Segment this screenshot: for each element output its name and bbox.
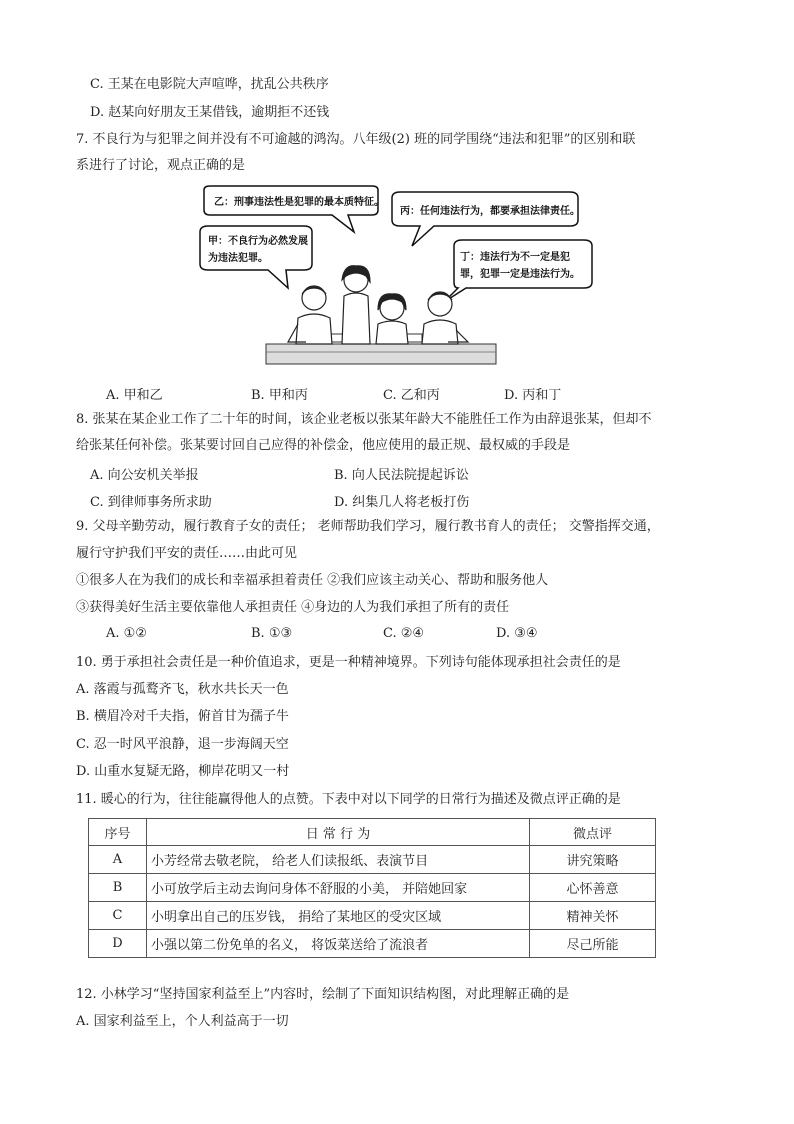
- table-row: [89, 874, 656, 902]
- q7-stem-line1: 7. 不良行为与犯罪之间并没有不可逾越的鸿沟。八年级(2) 班的同学围绕“违法和犯罪”的区别和联: [76, 132, 636, 147]
- row-c-index: C: [89, 902, 147, 930]
- q8-option-d[interactable]: D. 纠集几人将老板打伤: [334, 495, 470, 510]
- q8-stem-line2: 给张某任何补偿。张某要讨回自己应得的补偿金，他应使用的最正规、最权威的手段是: [76, 438, 571, 453]
- row-d-comment: 尽己所能: [530, 930, 656, 958]
- q8-option-b[interactable]: B. 向人民法院提起诉讼: [334, 468, 469, 483]
- row-d-behavior: 小强以第二份免单的名义， 将饭菜送给了流浪者: [147, 930, 530, 958]
- bubble-bing-text: 丙：任何违法行为，都要承担法律责任。: [400, 206, 580, 217]
- header-behavior: 日 常 行 为: [147, 819, 530, 846]
- header-comment: 微点评: [530, 819, 656, 846]
- row-b-behavior: 小可放学后主动去询问身体不舒服的小美， 并陪她回家: [147, 874, 530, 902]
- row-d-index: D: [89, 930, 147, 958]
- q10-option-a[interactable]: A. 落霞与孤鹜齐飞，秋水共长天一色: [76, 682, 289, 697]
- q7-option-a[interactable]: A. 甲和乙: [106, 388, 163, 403]
- bubble-yi-text: 乙：刑事违法性是犯罪的最本质特征。: [214, 197, 384, 208]
- bubble-jia-text-1: 甲：不良行为必然发展: [208, 236, 308, 247]
- table-row: [89, 846, 656, 874]
- table-row: [89, 902, 656, 930]
- q8-stem-line1: 8. 张某在某企业工作了二十年的时间，该企业老板以张某年龄大不能胜任工作为由辞退张某，但却不: [76, 412, 652, 427]
- student-yi: [342, 266, 370, 344]
- q12-option-a[interactable]: A. 国家利益至上，个人利益高于一切: [76, 1014, 289, 1029]
- q7-option-d[interactable]: D. 丙和丁: [504, 388, 562, 403]
- q10-option-b[interactable]: B. 横眉冷对千夫指，俯首甘为孺子牛: [76, 709, 289, 724]
- bubble-yi: [204, 186, 378, 232]
- row-a-index: A: [89, 846, 147, 874]
- student-ding: [422, 292, 468, 344]
- q8-option-c[interactable]: C. 到律师事务所求助: [90, 495, 212, 510]
- student-bing: [376, 294, 408, 344]
- q11-stem: 11. 暖心的行为，往往能赢得他人的点赞。下表中对以下同学的日常行为描述及微点评正确的是: [76, 792, 621, 807]
- q7-option-b[interactable]: B. 甲和丙: [251, 388, 308, 403]
- q7-stem-line2: 系进行了讨论，观点正确的是: [76, 158, 246, 173]
- q9-option-c[interactable]: C. ②④: [383, 626, 425, 641]
- table-row: [89, 930, 656, 958]
- row-a-comment: 讲究策略: [530, 846, 656, 874]
- q8-option-a[interactable]: A. 向公安机关举报: [90, 468, 199, 483]
- bubble-ding-text-1: 丁：违法行为不一定是犯: [460, 252, 570, 263]
- table-header-row: [89, 819, 656, 846]
- q11-table: [88, 818, 656, 958]
- student-jia: [288, 286, 332, 344]
- row-c-comment: 精神关怀: [530, 902, 656, 930]
- q9-option-b[interactable]: B. ①③: [251, 626, 293, 641]
- q7-option-c[interactable]: C. 乙和丙: [383, 388, 440, 403]
- bubble-jia-text-2: 为违法犯罪。: [208, 253, 268, 264]
- q9-option-d[interactable]: D. ③④: [496, 626, 538, 641]
- q9-statements-1-2: ①很多人在为我们的成长和幸福承担着责任 ②我们应该主动关心、帮助和服务他人: [76, 573, 549, 588]
- bubble-bing: [392, 192, 578, 246]
- q12-stem: 12. 小林学习“坚持国家利益至上”内容时，绘制了下面知识结构图，对此理解正确的是: [76, 987, 570, 1002]
- q10-option-c[interactable]: C. 忍一时风平浪静，退一步海阔天空: [76, 737, 289, 752]
- q9-stem-line1: 9. 父母辛勤劳动，履行教育子女的责任； 老师帮助我们学习，履行教书育人的责任； 交警指挥交通，: [76, 519, 660, 534]
- row-c-behavior: 小明拿出自己的压岁钱， 捐给了某地区的受灾区域: [147, 902, 530, 930]
- row-a-behavior: 小芳经常去敬老院， 给老人们读报纸、表演节目: [147, 846, 530, 874]
- q6-option-d: D. 赵某向好朋友王某借钱，逾期拒不还钱: [90, 105, 330, 120]
- q10-option-d[interactable]: D. 山重水复疑无路，柳岸花明又一村: [76, 764, 290, 779]
- discussion-illustration: [196, 184, 596, 370]
- bubble-ding-text-2: 罪，犯罪一定是违法行为。: [460, 269, 580, 280]
- row-b-index: B: [89, 874, 147, 902]
- header-index: 序号: [89, 819, 147, 846]
- q6-option-c: C. 王某在电影院大声喧哗，扰乱公共秩序: [90, 77, 329, 92]
- row-b-comment: 心怀善意: [530, 874, 656, 902]
- q9-stem-line2: 履行守护我们平安的责任……由此可见: [76, 546, 298, 561]
- q9-statements-3-4: ③获得美好生活主要依靠他人承担责任 ④身边的人为我们承担了所有的责任: [76, 600, 510, 615]
- q10-stem: 10. 勇于承担社会责任是一种价值追求，更是一种精神境界。下列诗句能体现承担社会责任的是: [76, 655, 621, 670]
- q9-option-a[interactable]: A. ①②: [106, 626, 147, 641]
